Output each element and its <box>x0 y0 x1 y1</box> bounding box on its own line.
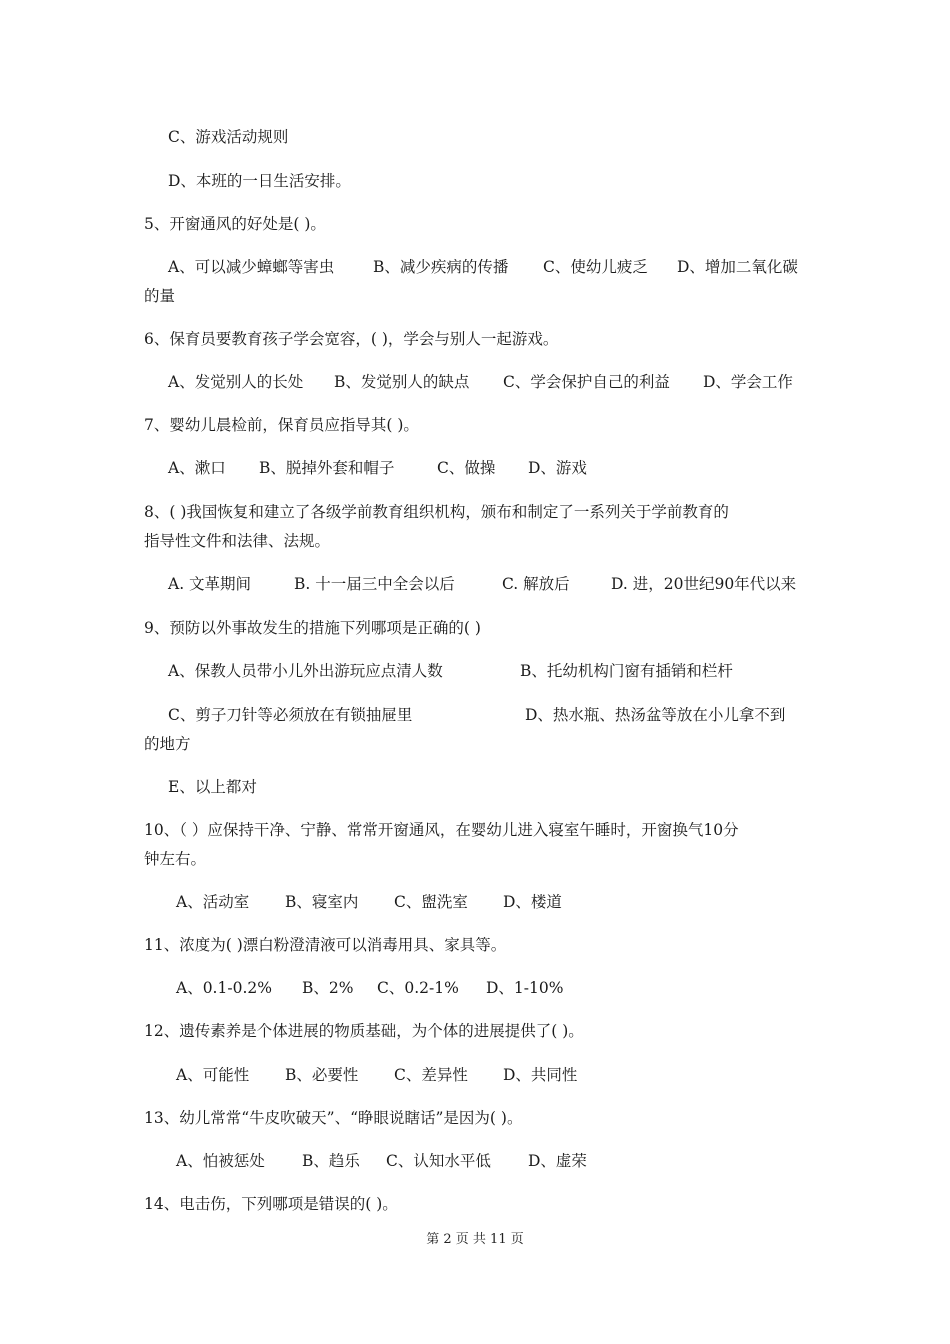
q12-option-d: D、共同性 <box>503 1066 578 1084</box>
q8-stem-2: 指导性文件和法律、法规。 <box>144 532 331 550</box>
q5-option-b: B、减少疾病的传播 <box>373 258 509 276</box>
q9-option-b: B、托幼机构门窗有插销和栏杆 <box>520 662 733 680</box>
q6-option-a: A、发觉别人的长处 <box>168 373 304 391</box>
q9-option-d-cont: 的地方 <box>144 735 191 753</box>
q10-option-c: C、盥洗室 <box>394 893 468 911</box>
q5-option-c: C、使幼儿疲乏 <box>543 258 648 276</box>
q8-stem-1: 8、( )我国恢复和建立了各级学前教育组织机构，颁布和制定了一系列关于学前教育的 <box>144 503 729 521</box>
q7-option-d: D、游戏 <box>528 459 587 477</box>
q4-option-d: D、本班的一日生活安排。 <box>168 172 351 190</box>
q12-option-a: A、可能性 <box>176 1066 250 1084</box>
q7-option-c: C、做操 <box>437 459 496 477</box>
q5-option-d: D、增加二氧化碳 <box>677 258 798 276</box>
q9-stem: 9、预防以外事故发生的措施下列哪项是正确的( ) <box>144 619 481 637</box>
q8-option-d: D. 进，20世纪90年代以来 <box>611 575 797 593</box>
q11-option-c: C、0.2-1% <box>377 979 459 997</box>
q10-stem-1: 10、（ ）应保持干净、宁静、常常开窗通风，在婴幼儿进入寝室午睡时，开窗换气10分 <box>144 821 739 839</box>
q9-option-c: C、剪子刀针等必须放在有锁抽屉里 <box>168 706 413 724</box>
q11-stem: 11、浓度为( )漂白粉澄清液可以消毒用具、家具等。 <box>144 936 507 954</box>
q5-stem: 5、开窗通风的好处是( )。 <box>144 215 326 233</box>
q7-option-a: A、漱口 <box>168 459 226 477</box>
q10-option-b: B、寝室内 <box>285 893 359 911</box>
q10-option-a: A、活动室 <box>176 893 250 911</box>
page-footer: 第 2 页 共 11 页 <box>426 1232 524 1247</box>
q6-option-d: D、学会工作 <box>703 373 793 391</box>
q9-option-a: A、保教人员带小儿外出游玩应点清人数 <box>168 662 443 680</box>
q8-option-a: A. 文革期间 <box>168 575 252 593</box>
q10-option-d: D、楼道 <box>503 893 562 911</box>
q11-option-a: A、0.1-0.2% <box>176 979 272 997</box>
q8-option-c: C. 解放后 <box>502 575 570 593</box>
q13-stem: 13、幼儿常常“牛皮吹破天”、“睁眼说瞎话”是因为( )。 <box>144 1109 523 1127</box>
q8-option-b: B. 十一届三中全会以后 <box>294 575 455 593</box>
q14-stem: 14、电击伤，下列哪项是错误的( )。 <box>144 1195 398 1213</box>
q12-option-b: B、必要性 <box>285 1066 359 1084</box>
q7-stem: 7、婴幼儿晨检前，保育员应指导其( )。 <box>144 416 419 434</box>
q9-option-e: E、以上都对 <box>168 778 257 796</box>
q11-option-b: B、2% <box>302 979 354 997</box>
q11-option-d: D、1-10% <box>486 979 564 997</box>
q13-option-b: B、趋乐 <box>302 1152 360 1170</box>
q5-option-d-cont: 的量 <box>144 287 176 305</box>
q6-option-c: C、学会保护自己的利益 <box>503 373 670 391</box>
q12-option-c: C、差异性 <box>394 1066 468 1084</box>
q6-option-b: B、发觉别人的缺点 <box>334 373 470 391</box>
q10-stem-2: 钟左右。 <box>144 850 207 868</box>
q13-option-c: C、认知水平低 <box>386 1152 491 1170</box>
q7-option-b: B、脱掉外套和帽子 <box>259 459 395 477</box>
q4-option-c: C、游戏活动规则 <box>168 128 289 146</box>
q9-option-d: D、热水瓶、热汤盆等放在小儿拿不到 <box>525 706 786 724</box>
q6-stem: 6、保育员要教育孩子学会宽容，( )，学会与别人一起游戏。 <box>144 330 559 348</box>
q13-option-d: D、虚荣 <box>528 1152 587 1170</box>
q12-stem: 12、遗传素养是个体进展的物质基础，为个体的进展提供了( )。 <box>144 1022 584 1040</box>
q13-option-a: A、怕被惩处 <box>176 1152 265 1170</box>
q5-option-a: A、可以减少蟑螂等害虫 <box>168 258 335 276</box>
